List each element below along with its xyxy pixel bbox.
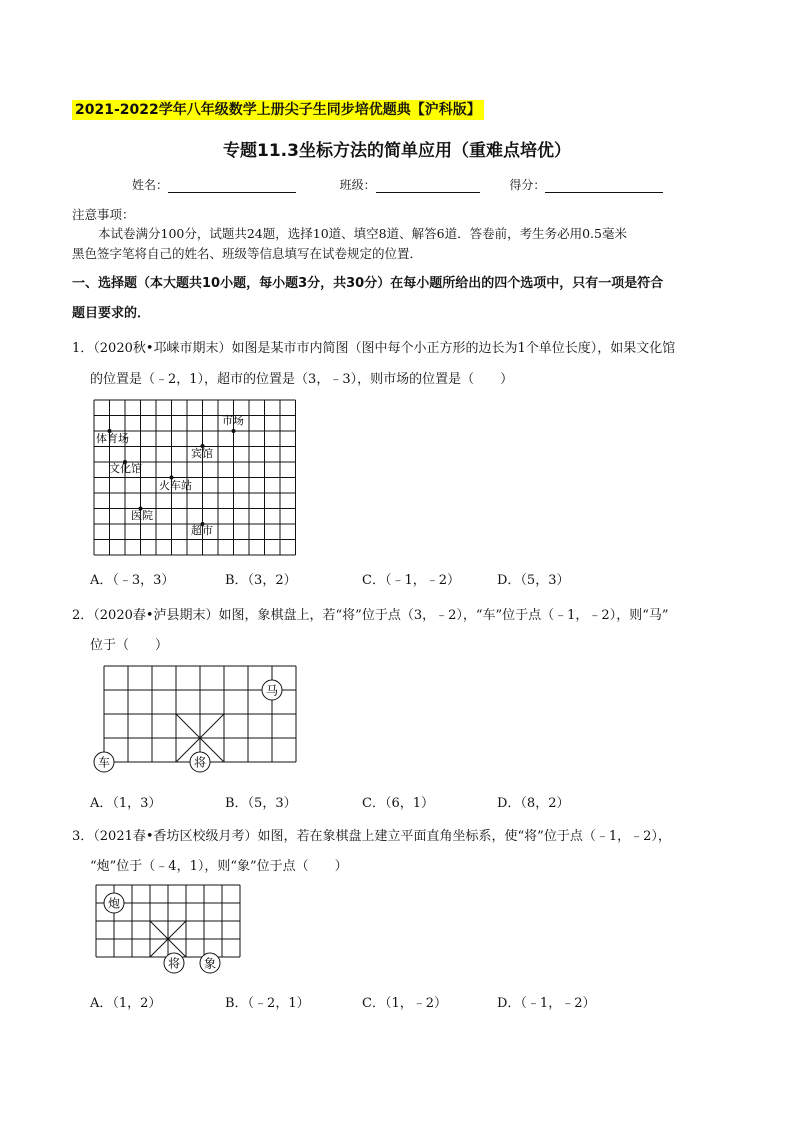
q3-option-b[interactable]: B．（﹣2，1） [225,996,310,1011]
piece-chariot-label: 车 [97,755,111,770]
piece-chariot [94,752,114,772]
q1-text-line-2: 的位置是（﹣2，1），超市的位置是（3，﹣3），则市场的位置是（ ） [90,372,514,387]
q3-chessboard-figure [90,883,314,981]
piece-cannon [104,893,124,913]
q1-option-b[interactable]: B．（3，2） [225,573,297,588]
piece-cannon-label: 炮 [107,896,121,911]
q1-text-line-1: 1．（2020秋•邛崃市期末）如图是某市市内简图（图中每个小正方形的边长为1个单位长度），如果文化馆 [72,341,676,356]
section-heading-line-2: 题目要求的． [72,306,151,321]
notice-line-1: 本试卷满分100分，试题共24题，选择10道、填空8道、解答6道．答卷前，考生务必用0.5毫米 [98,226,627,241]
q2-option-a[interactable]: A．（1，3） [90,796,162,811]
section-heading-line-1: 一、选择题（本大题共10小题，每小题3分，共30分）在每小题所给出的四个选项中，只有一项是符合 [72,276,664,291]
q3-option-c[interactable]: C．（1，﹣2） [362,996,447,1011]
student-info-fields [132,176,663,193]
label-hotel: 宾馆 [191,447,213,460]
notice-heading: 注意事项： [72,207,135,222]
q1-city-map-figure [90,396,302,558]
label-train-station: 火车站 [159,479,192,492]
piece-general [190,752,210,772]
score-label: 得分： [509,178,546,192]
class-blank[interactable] [376,180,480,193]
class-label: 班级： [339,178,376,192]
q3-option-a[interactable]: A．（1，2） [90,996,162,1011]
page-title: 专题11.3坐标方法的简单应用（重难点培优） [223,141,571,161]
name-label: 姓名： [132,178,169,192]
label-hospital: 医院 [131,509,153,522]
label-culture-center: 文化馆 [109,462,142,475]
label-market: 市场 [222,414,244,427]
piece-general-q3 [164,953,184,973]
name-blank[interactable] [168,180,296,193]
label-supermarket: 超市 [191,524,213,537]
q3-text-line-2: “炮”位于（﹣4，1），则“象”位于点（ ） [90,859,348,874]
score-blank[interactable] [545,180,663,193]
q2-option-c[interactable]: C．（6，1） [362,796,434,811]
piece-horse [262,680,282,700]
label-stadium: 体育场 [96,432,129,445]
q1-option-d[interactable]: D．（5，3） [497,573,570,588]
q1-option-c[interactable]: C．（﹣1，﹣2） [362,573,460,588]
header-banner: 2021-2022学年八年级数学上册尖子生同步培优题典【沪科版】 [72,100,484,120]
q2-text-line-1: 2．（2020春•泸县期末）如图，象棋盘上，若“将”位于点（3，﹣2），“车”位于点（﹣1，﹣2），则“马” [72,608,669,623]
q1-option-a[interactable]: A．（﹣3，3） [90,573,175,588]
piece-general-q3-label: 将 [167,956,181,971]
piece-horse-label: 马 [265,683,279,698]
q2-text-line-2: 位于（ ） [90,638,169,653]
piece-elephant-label: 象 [203,956,217,971]
q2-board-grid [104,666,296,762]
piece-general-label: 将 [193,755,207,770]
q2-chessboard-figure [90,664,310,776]
notice-line-2: 黑色签字笔将自己的姓名、班级等信息填写在试卷规定的位置． [72,246,423,261]
piece-elephant [200,953,220,973]
q2-option-d[interactable]: D．（8，2） [497,796,570,811]
q3-text-line-1: 3．（2021春•香坊区校级月考）如图，若在象棋盘上建立平面直角坐标系，使“将”位于点（﹣1，﹣2）， [72,829,671,844]
q1-location-dot [232,429,236,433]
q3-option-d[interactable]: D．（﹣1，﹣2） [497,996,596,1011]
q2-option-b[interactable]: B．（5，3） [225,796,297,811]
